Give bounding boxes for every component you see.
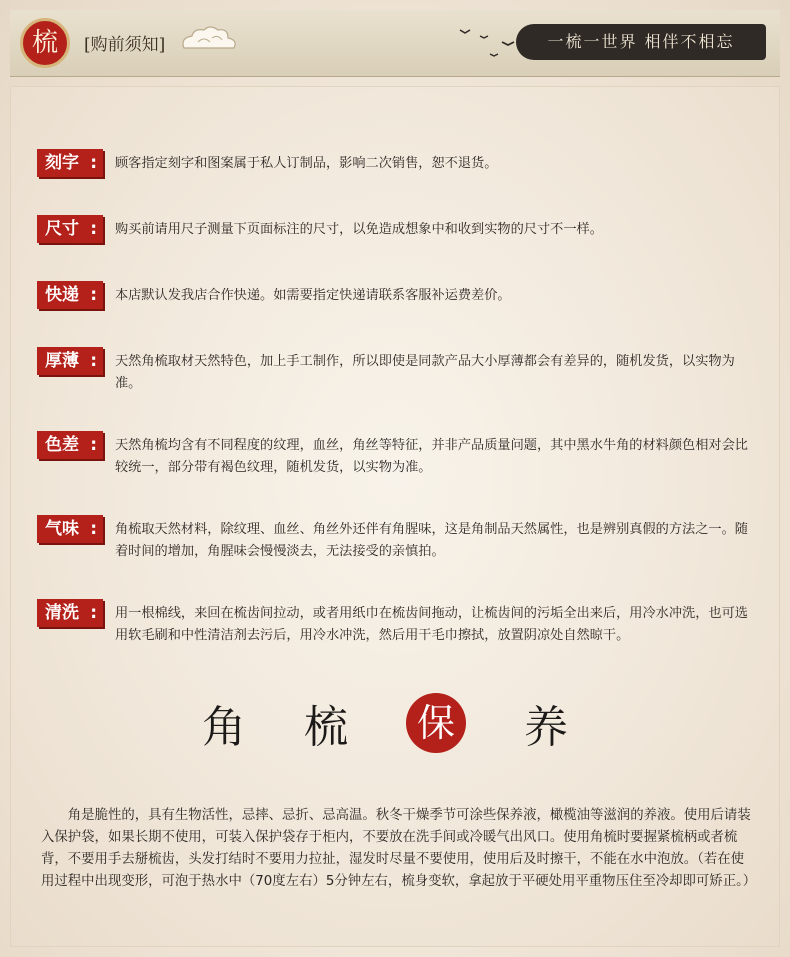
size-text: 购买前请用尺子测量下页面标注的尺寸，以免造成想象中和收到实物的尺寸不一样。 <box>115 222 603 237</box>
thickness-text: 天然角梳取材天然特色，加上手工制作，所以即使是同款产品大小厚薄都会有差异的，随机发货，以实物为准。 <box>115 354 735 391</box>
care-title-char-3-circle: 保 <box>406 693 466 753</box>
care-title-char-4: 养 <box>524 702 590 753</box>
cleaning-text: 用一根棉线，来回在梳齿间拉动，或者用纸巾在梳齿间拖动，让梳齿间的污垢全出来后，用冷水冲洗，也可选用软毛刷和中性清洁剂去污后，用冷水冲洗，然后用干毛巾擦拭，放置阴凉处自然晾干。 <box>115 606 748 643</box>
size-tag: 尺寸 : <box>37 215 103 243</box>
engraving-text: 顾客指定刻字和图案属于私人订制品，影响二次销售，恕不退货。 <box>115 156 498 171</box>
comb-seal-badge: 梳 <box>20 18 70 68</box>
cleaning-tag: 清洗 : <box>37 599 103 627</box>
care-paragraph: 角是脆性的，具有生物活性，忌摔、忌折、忌高温。秋冬干燥季节可涂些保养液，橄榄油等滋润的养液。使用后请装入保护袋，如果长期不使用，可装入保护袋存于柜内，不要放在洗手间或冷暖气出风口。使用角梳时要握紧梳柄或者梳背，不要用手去掰梳齿，头发打结时不要用力拉扯，湿发时尽量不要使用，使用后及时擦干，不能在水中泡放。（若在使用过程中出现变形，可泡于热水中（70度左右）5分钟左右，梳身变软，拿起放于平硬处用平重物压住至冷却即可矫正。） <box>41 808 757 889</box>
color-tag: 色差 : <box>37 431 103 459</box>
purchase-notice-label: [购前须知] <box>84 35 166 55</box>
color-text: 天然角梳均含有不同程度的纹理，血丝，角丝等特征，并非产品质量问题，其中黑水牛角的材料颜色相对会比较统一，部分带有褐色纹理，随机发货，以实物为准。 <box>115 438 748 475</box>
slogan-banner: 一梳一世界 相伴不相忘 <box>516 24 766 60</box>
header-bar <box>10 10 780 77</box>
care-title-char-1: 角 <box>202 702 268 753</box>
express-tag: 快递 : <box>37 281 103 309</box>
care-title-char-2: 梳 <box>304 702 370 753</box>
smell-text: 角梳取天然材料，除纹理、血丝、角丝外还伴有角腥味，这是角制品天然属性，也是辨别真假的方法之一。随着时间的增加，角腥味会慢慢淡去，无法接受的亲慎拍。 <box>115 522 748 559</box>
care-section-title <box>11 691 781 755</box>
thickness-tag: 厚薄 : <box>37 347 103 375</box>
smell-tag: 气味 : <box>37 515 103 543</box>
notice-panel <box>10 86 780 947</box>
cloud-icon <box>178 24 248 58</box>
engraving-tag: 刻字 : <box>37 149 103 177</box>
express-text: 本店默认发我店合作快递。如需要指定快递请联系客服补运费差价。 <box>115 288 511 303</box>
